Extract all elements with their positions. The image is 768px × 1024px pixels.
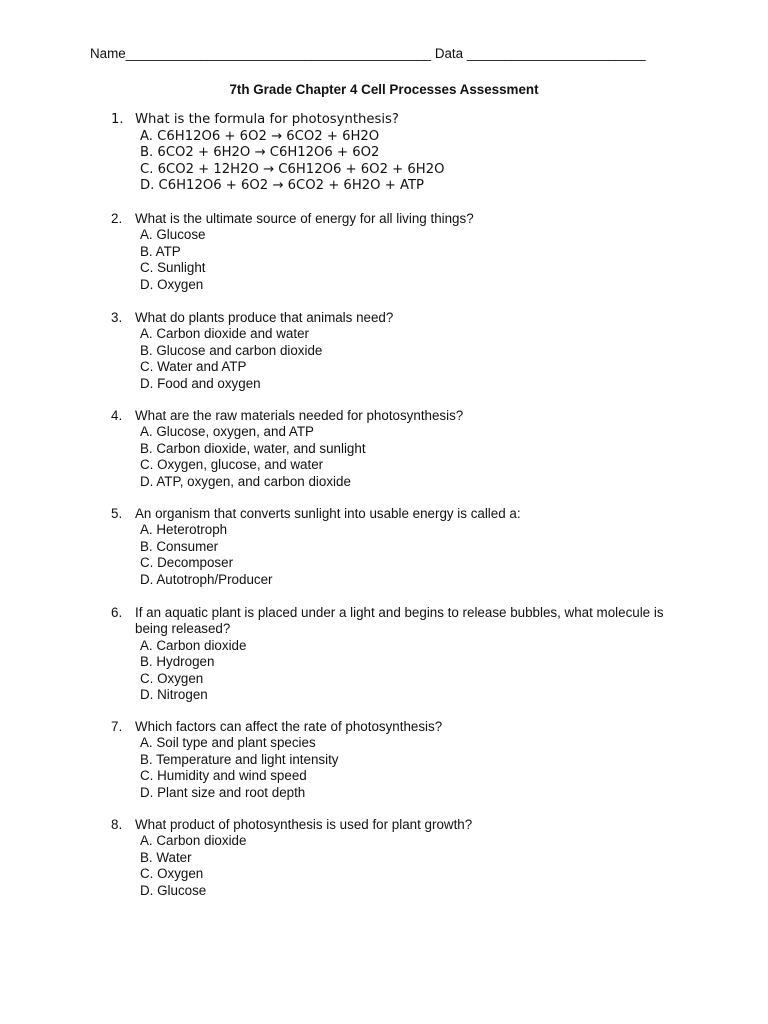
question-8 (111, 817, 681, 899)
question-number: 5. (111, 506, 123, 521)
question-text: What is the formula for photosynthesis? (135, 112, 399, 127)
question-4 (111, 408, 681, 490)
answer-option: D. Food and oxygen (140, 375, 261, 391)
answer-options (111, 129, 681, 195)
answer-option: C. Decomposer (140, 555, 234, 571)
answer-option: C. Oxygen, glucose, and water (140, 457, 324, 473)
question-stem (111, 112, 681, 129)
answer-option: C. Oxygen (140, 670, 204, 686)
answer-option: A. Carbon dioxide and water (140, 326, 309, 342)
name-blank: _________________________________________ (125, 46, 432, 61)
answer-option: D. Oxygen (140, 276, 204, 292)
question-stem (111, 817, 681, 833)
answer-option: B. 6CO2 + 6H2O → C6H12O6 + 6O2 (140, 145, 380, 161)
answer-option: A. Soil type and plant species (140, 735, 316, 751)
answer-option: C. 6CO2 + 12H2O → C6H12O6 + 6O2 + 6H2O (140, 161, 445, 177)
answer-option: A. C6H12O6 + 6O2 → 6CO2 + 6H2O (140, 128, 380, 144)
answer-option: D. Autotroph/Producer (140, 571, 273, 587)
answer-options (111, 326, 681, 392)
answer-option: A. Glucose (140, 227, 206, 243)
answer-options (111, 227, 681, 293)
question-number: 1. (111, 112, 124, 127)
question-1 (111, 112, 681, 195)
question-text: If an aquatic plant is placed under a light and begins to release bubbles, what molecule is being released? (135, 605, 664, 637)
question-text: Which factors can affect the rate of photosynthesis? (135, 719, 443, 734)
question-stem (111, 719, 681, 735)
header-line (90, 46, 646, 62)
question-text: What do plants produce that animals need? (135, 310, 394, 325)
answer-option: A. Heterotroph (140, 522, 228, 538)
answer-option: D. Plant size and root depth (140, 784, 306, 800)
answer-options (111, 735, 681, 801)
page-title: 7th Grade Chapter 4 Cell Processes Assessment (229, 82, 539, 97)
answer-option: B. Carbon dioxide, water, and sunlight (140, 440, 366, 456)
answer-options (111, 833, 681, 899)
answer-option: C. Humidity and wind speed (140, 768, 307, 784)
answer-option: B. ATP (140, 243, 181, 259)
question-number: 3. (111, 310, 123, 325)
name-label: Name (90, 46, 126, 61)
answer-option: B. Glucose and carbon dioxide (140, 342, 323, 358)
question-number: 7. (111, 719, 123, 734)
answer-option: B. Water (140, 849, 192, 865)
answer-option: C. Sunlight (140, 260, 206, 276)
question-5 (111, 506, 681, 588)
answer-option: A. Glucose, oxygen, and ATP (140, 424, 314, 440)
question-number: 8. (111, 817, 123, 832)
question-text: What is the ultimate source of energy for all living things? (135, 211, 474, 226)
question-2 (111, 211, 681, 293)
answer-options (111, 424, 681, 490)
question-3 (111, 310, 681, 392)
question-number: 4. (111, 408, 123, 423)
question-stem (111, 605, 681, 638)
answer-option: B. Temperature and light intensity (140, 751, 339, 767)
question-stem (111, 408, 681, 424)
answer-option: A. Carbon dioxide (140, 637, 247, 653)
answer-option: C. Oxygen (140, 866, 204, 882)
question-text: What product of photosynthesis is used for plant growth? (135, 817, 473, 832)
question-number: 6. (111, 605, 123, 620)
answer-option: D. C6H12O6 + 6O2 → 6CO2 + 6H2O + ATP (140, 178, 424, 194)
question-6 (111, 605, 681, 703)
question-stem (111, 506, 681, 522)
question-stem (111, 310, 681, 326)
question-text: What are the raw materials needed for photosynthesis? (135, 408, 464, 423)
question-text: An organism that converts sunlight into usable energy is called a: (135, 506, 521, 521)
answer-option: D. ATP, oxygen, and carbon dioxide (140, 473, 351, 489)
question-7 (111, 719, 681, 801)
answer-option: C. Water and ATP (140, 359, 247, 375)
answer-options (111, 638, 681, 704)
question-number: 2. (111, 211, 123, 226)
answer-option: B. Hydrogen (140, 654, 215, 670)
question-stem (111, 211, 681, 227)
answer-option: D. Nitrogen (140, 687, 208, 703)
answer-option: B. Consumer (140, 538, 219, 554)
answer-options (111, 522, 681, 588)
date-blank: ________________________ (466, 46, 646, 61)
answer-option: D. Glucose (140, 882, 207, 898)
date-label: Data (434, 46, 464, 61)
answer-option: A. Carbon dioxide (140, 833, 247, 849)
